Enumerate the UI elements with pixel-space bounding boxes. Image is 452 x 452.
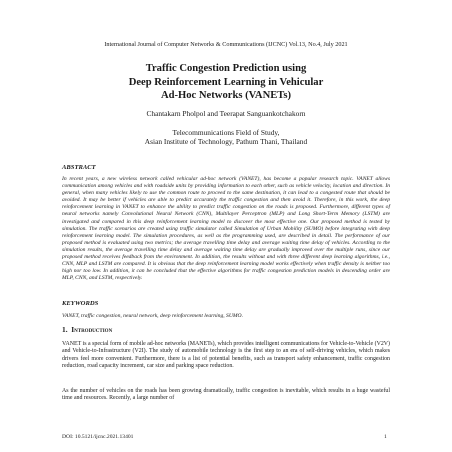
paper-title	[60, 62, 392, 103]
authors: Chantakarn Pholpol and Teerapat Sanguankotchakorn	[146, 109, 306, 118]
intro-title: Introduction	[71, 325, 113, 334]
intro-paragraph: VANET is a special form of mobile ad-hoc networks (MANETs), which provides intelligent communications for Vehicle-to-Vehicle (V2V) and Vehicle-to-Infrastructure (V2I). The study of automobile technology is the first step to an era of self-driving vehicles, which makes drivers feel more convenient. Furthermore, there is a list of potential benefits, such as transport safety enhancement, traffic congestion reduction, road capacity increment, car size and parking space reduction.	[62, 341, 390, 370]
page-number: 1	[384, 434, 387, 440]
title-line: Ad-Hoc Networks (VANETs)	[160, 90, 292, 101]
keywords-heading: KEYWORDS	[62, 300, 99, 307]
journal-header: International Journal of Computer Networks & Communications (IJCNC) Vol.13, No.4, July 2021	[104, 41, 348, 48]
affiliation	[0, 128, 452, 146]
abstract-text: In recent years, a new wireless network called vehicular ad-hoc network (VANET), has become a popular research topic. VANET allows communication among vehicles and with roadside units by providing information to each other, such as vehicle velocity, location and direction. In general, when many vehicles likely to use the common route to proceed to the same destination, it can lead to a congested route that should be avoided. It may be better if vehicles are able to predict accurately the traffic congestion and then avoid it. Therefore, in this work, the deep reinforcement learning in VANET to enhance the ability to predict traffic congestion on the roads is proposed. Furthermore, different types of neural networks namely Convolutional Neural Network (CNN), Multilayer Perceptron (MLP) and Long Short-Term Memory (LSTM) are investigated and compared in this deep reinforcement learning model to discover the most effective one. Our proposed method is tested by simulation. The traffic scenarios are created using traffic simulator called Simulation of Urban Mobility (SUMO) before integrating with deep reinforcement learning model. The simulation procedures, as well as the programming used, are described in detail. The performance of our proposed method is evaluated using two metrics; the average travelling time delay and average waiting time delay of vehicles. According to the simulation results, the average travelling time delay and average waiting time delay are gradually improved over the multiple runs, since our proposed method receives feedback from the environment. In addition, the results without and with three different deep learning algorithms, i.e., CNN, MLP and LSTM are compared. It is obvious that the deep reinforcement learning model works effectively when traffic density is neither too high nor too low. In addition, it can be concluded that the effective algorithms for traffic congestion prediction models in descending order are MLP, CNN, and LSTM, respectively.	[62, 176, 390, 282]
title-line: Deep Reinforcement Learning in Vehicular	[128, 76, 324, 88]
abstract-heading: ABSTRACT	[62, 164, 96, 171]
title-line: Traffic Congestion Prediction using	[145, 63, 307, 74]
footer-doi: DOI: 10.5121/ijcnc.2021.13401	[62, 434, 134, 440]
intro-number: 1.	[62, 325, 68, 334]
intro-paragraph: As the number of vehicles on the roads has been growing dramatically, traffic congestion is inevitable, which results in a huge wasteful time and resources. Recently, a large number of	[62, 388, 390, 402]
intro-heading	[62, 325, 112, 334]
keywords-text: VANET, traffic congestion, neural network, deep reinforcement learning, SUMO.	[62, 313, 243, 319]
affiliation-line: Telecommunications Field of Study,	[172, 128, 280, 137]
affiliation-line: Asian Institute of Technology, Pathum Thani, Thailand	[144, 137, 308, 147]
